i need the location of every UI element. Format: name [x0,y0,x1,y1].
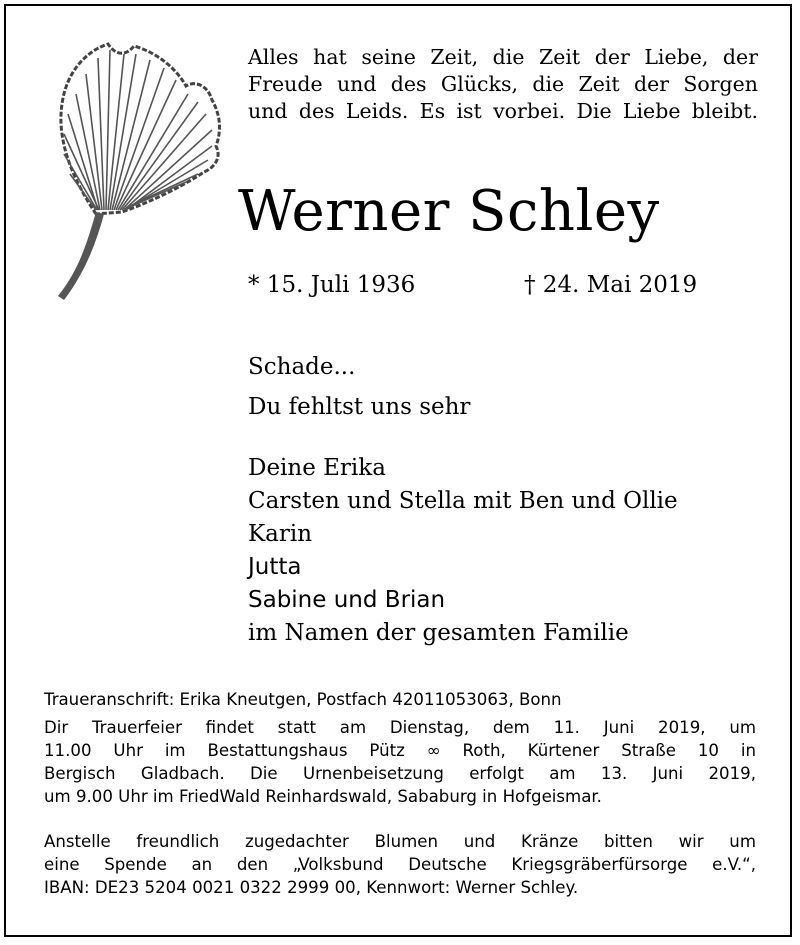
ceremony-line: um 9.00 Uhr im FriedWald Reinhardswald, Sababurg in Hofgeismar. [44,787,602,806]
message-line-1: Schade... [248,354,356,380]
donation-notice [44,830,756,899]
motto-quote [248,44,758,125]
deceased-name: Werner Schley [238,179,660,244]
ceremony-line: Dir Trauerfeier findet statt am Dienstag, dem 11. Juni 2019, um [44,718,756,737]
donation-line: Anstelle freundlich zugedachter Blumen und Kränze bitten wir um [44,832,756,851]
ceremony-line: Bergisch Gladbach. Die Urnenbeisetzung erfolgt am 13. Juni 2019, [44,764,756,783]
mourner-entry: Jutta [248,554,302,580]
ceremony-notice [44,716,756,808]
ceremony-line: 11.00 Uhr im Bestattungshaus Pütz ∞ Roth, Kürtener Straße 10 in [44,741,756,760]
motto-line: Freude und des Glücks, die Zeit der Sorgen [248,72,758,96]
mourner-entry: im Namen der gesamten Familie [248,620,629,646]
mourner-entry: Sabine und Brian [248,587,446,613]
motto-line: und des Leids. Es ist vorbei. Die Liebe bleibt. [248,99,758,123]
message-line-2: Du fehltst uns sehr [248,394,471,420]
address-line: Traueranschrift: Erika Kneutgen, Postfach 42011053063, Bonn [44,690,562,709]
motto-line: Alles hat seine Zeit, die Zeit der Liebe, der [248,45,758,69]
mourner-entry: Carsten und Stella mit Ben und Ollie [248,488,678,514]
mourning-address [44,688,756,711]
mourner-entry: Karin [248,521,313,547]
death-date: † 24. Mai 2019 [524,272,698,298]
mourners-list [248,452,678,650]
birth-date: * 15. Juli 1936 [248,272,416,298]
donation-line: eine Spende an den „Volksbund Deutsche Kriegsgräberfürsorge e.V.“, [44,855,756,874]
mourner-entry: Deine Erika [248,455,386,481]
donation-line: IBAN: DE23 5204 0021 0322 2999 00, Kennwort: Werner Schley. [44,878,579,897]
ginkgo-leaf-icon [36,34,228,306]
